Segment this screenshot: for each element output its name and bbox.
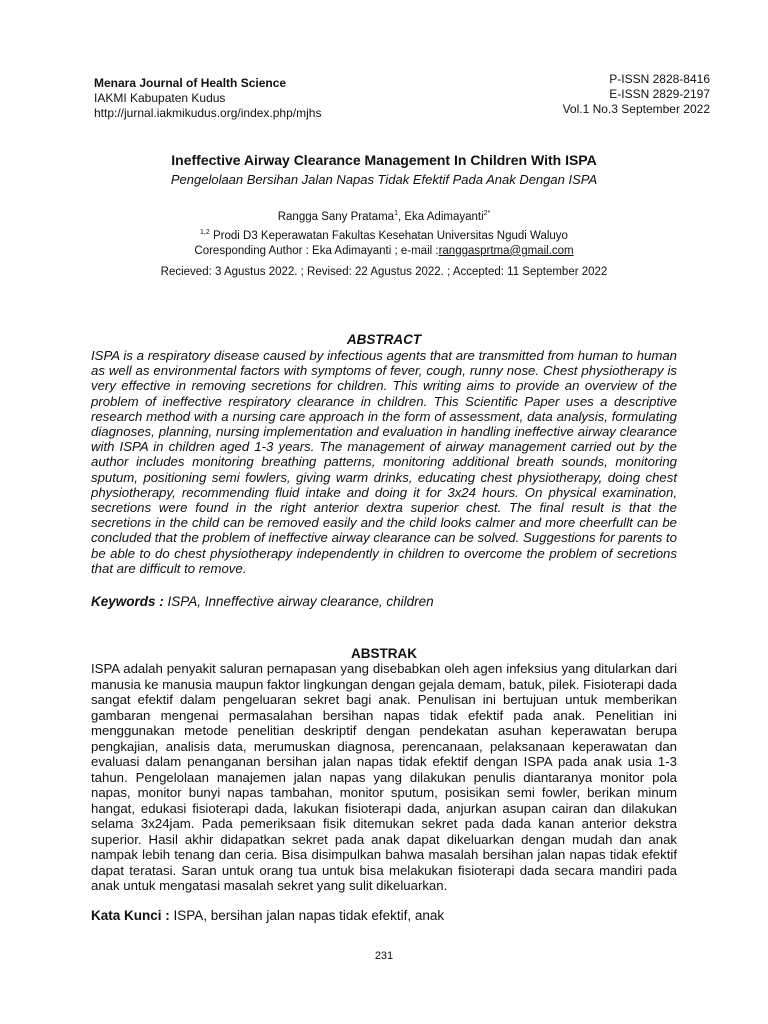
- p-issn: P-ISSN 2828-8416: [609, 72, 710, 86]
- author-block: [0, 206, 768, 259]
- affiliation: [0, 225, 768, 244]
- keywords-text: ISPA, Inneffective airway clearance, children: [163, 594, 434, 609]
- article-subtitle: Pengelolaan Bersihan Jalan Napas Tidak Efektif Pada Anak Dengan ISPA: [170, 172, 598, 187]
- author-2-name: , Eka Adimayanti: [397, 210, 484, 223]
- abstrak-body: ISPA adalah penyakit saluran pernapasan yang disebabkan oleh agen infeksius yang ditularkan dari manusia ke manusia maupun faktor lingkungan dengan gejala demam, batuk, pilek. Fisioterapi dada sangat efektif dalam pengeluaran sekret bagi anak. Penulisan ini bertujuan untuk memberikan gambaran mengenai permasalahan bersihan napas tidak efektif pada anak. Penelitian ini menggunakan metode penelitian deskriptif dengan pendekatan asuhan keperawatan berupa pengkajian, analisis data, merumuskan diagnosa, perencanaan, pelaksanaan keperawatan dan evaluasi dalam penanganan bersihan jalan napas tidak efektif dengan ISPA pada anak usia 1-3 tahun. Pengelolaan manajemen jalan napas yang dilakukan penulis diantaranya monitor pola napas, monitor bunyi napas tambahan, monitor sputum, posisikan semi fowler, berikan minum hangat, edukasi fisioterapi dada, lakukan fisioterapi dada, anjurkan asupan cairan dan dilakukan selama 3x24jam. Pada pemeriksaan fisik ditemukan sekret pada dada kanan anterior dekstra superior. Hasil akhir didapatkan sekret pada anak dapat dikeluarkan dengan mudah dan anak nampak lebih tenang dan ceria. Bisa disimpulkan bahwa masalah bersihan jalan napas tidak efektif dapat teratasi. Saran untuk orang tua untuk bisa melakukan fisioterapi dada secara mandiri pada anak untuk mengatasi masalah sekret yang sulit dikeluarkan.: [91, 661, 677, 893]
- journal-header-right: [563, 72, 710, 117]
- submission-dates: Recieved: 3 Agustus 2022. ; Revised: 22 Agustus 2022. ; Accepted: 11 September 2022: [160, 266, 608, 278]
- volume-info: Vol.1 No.3 September 2022: [562, 102, 710, 116]
- author-1-name: Rangga Sany Pratama: [277, 210, 395, 223]
- article-title: Ineffective Airway Clearance Management In Children With ISPA: [171, 152, 597, 168]
- kata-kunci-label: Kata Kunci :: [91, 908, 170, 923]
- page-number: 231: [374, 950, 394, 962]
- author-list: [0, 206, 768, 225]
- kata-kunci-line: [91, 908, 444, 923]
- corresponding-email-link[interactable]: ranggasprtma@gmail.com: [438, 244, 574, 257]
- journal-url[interactable]: http://jurnal.iakmikudus.org/index.php/mjhs: [94, 106, 322, 120]
- affiliation-text: Prodi D3 Keperawatan Fakultas Kesehatan Universitas Ngudi Waluyo: [212, 229, 568, 242]
- abstrak-heading: ABSTRAK: [351, 646, 417, 661]
- keywords-line: [91, 594, 434, 609]
- journal-name: Menara Journal of Health Science: [94, 76, 287, 90]
- corresponding-author: [0, 244, 768, 259]
- journal-header-left: [94, 76, 321, 121]
- publisher: IAKMI Kabupaten Kudus: [94, 91, 226, 105]
- author-2-sup: 2*: [483, 210, 491, 217]
- corresponding-label: Coresponding Author : Eka Adimayanti ; e-mail :: [194, 244, 439, 257]
- author-1-sup: 1: [394, 210, 398, 217]
- e-issn: E-ISSN 2829-2197: [609, 87, 710, 101]
- abstract-body: ISPA is a respiratory disease caused by infectious agents that are transmitted from human to human as well as environmental factors with symptoms of fever, cough, runny nose. Chest physiotherapy is very effective in removing secretions for children. This writing aims to provide an overview of the problem of ineffective respiratory clearance in children. This Scientific Paper uses a descriptive research method with a nursing care approach in the form of assessment, data analysis, formulating diagnoses, planning, nursing implementation and evaluation in handling ineffective airway clearance with ISPA in children aged 1-3 years. The management of airway management carried out by the author includes monitoring breathing patterns, monitoring additional breath sounds, monitoring sputum, positioning semi fowlers, giving warm drinks, educating chest physiotherapy, doing chest physiotherapy, recommending fluid intake and doing it for 3x24 hours. On physical examination, secretions were found in the right anterior dextra superior chest. The final result is that the secretions in the child can be removed easily and the child looks calmer and more cheerfullt can be concluded that the problem of ineffective airway clearance can be solved. Suggestions for parents to be able to do chest physiotherapy independently in children to overcome the problem of secretions that are difficult to remove.: [91, 348, 677, 576]
- abstract-heading: ABSTRACT: [346, 332, 422, 347]
- keywords-label: Keywords :: [91, 594, 164, 609]
- kata-kunci-text: ISPA, bersihan jalan napas tidak efektif, anak: [169, 908, 445, 923]
- affiliation-sup: 1,2: [200, 228, 210, 236]
